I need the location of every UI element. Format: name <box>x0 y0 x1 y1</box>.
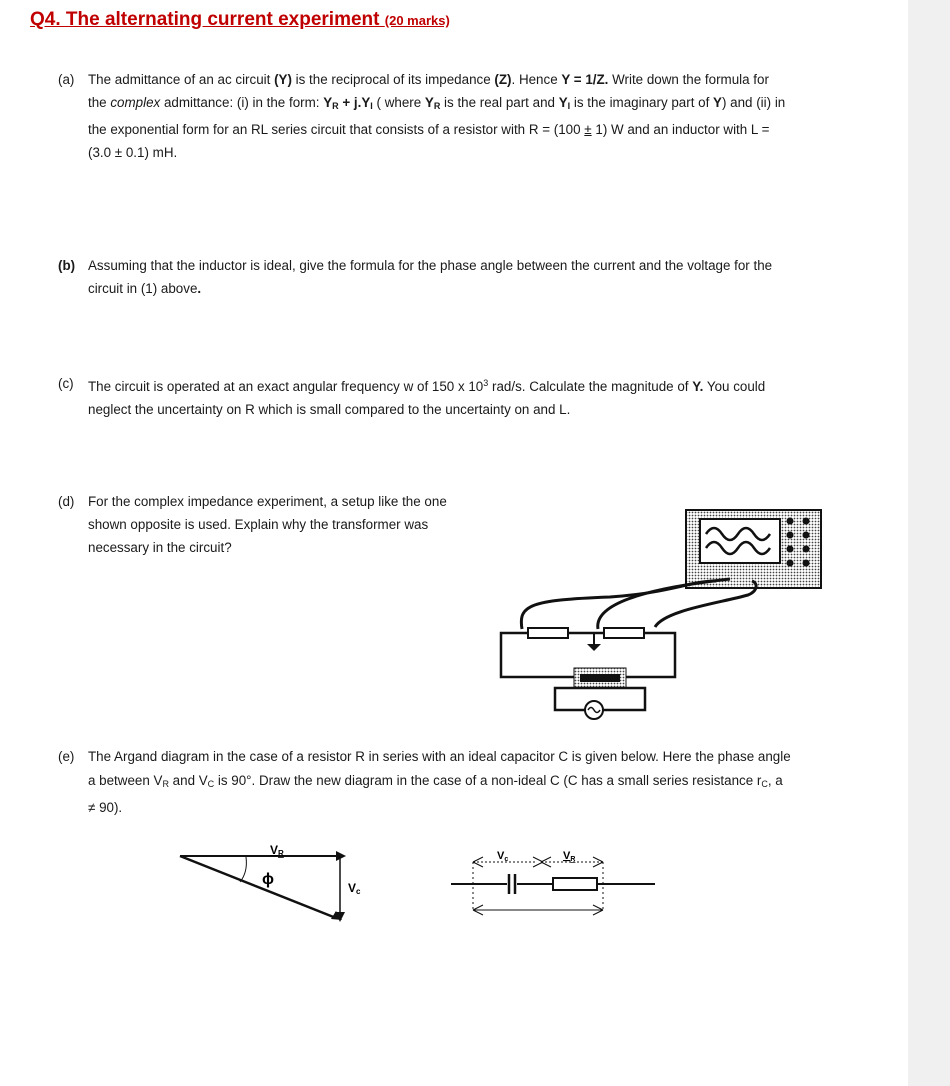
title-main: Q4. The alternating current experiment <box>30 9 380 30</box>
argand-diagram <box>170 840 390 930</box>
question-a <box>58 68 788 164</box>
svg-text:Vc: Vc <box>348 881 361 896</box>
svg-text:VR: VR <box>270 843 284 858</box>
oscilloscope <box>686 510 821 588</box>
question-title <box>30 9 450 31</box>
argand-vc-label: V <box>348 881 357 895</box>
circuit-vc-label: V <box>497 850 505 862</box>
question-b <box>58 254 778 300</box>
ac-source <box>555 688 645 719</box>
circuit-board <box>501 628 675 688</box>
series-rc-circuit <box>445 842 665 922</box>
experiment-setup-figure <box>490 505 830 720</box>
argand-vr-label: V <box>270 843 279 857</box>
question-a-label: (a) <box>58 72 75 87</box>
question-b-label: (b) <box>58 258 76 273</box>
question-e <box>58 745 793 820</box>
svg-text:VR: VR <box>563 850 576 863</box>
question-d <box>58 490 478 559</box>
question-c <box>58 372 788 421</box>
question-d-label: (d) <box>58 494 75 509</box>
question-b-text: Assuming that the inductor is ideal, give the formula for the phase angle between the current and the voltage for the circuit in (1) above. <box>88 258 773 296</box>
question-c-label: (c) <box>58 376 74 391</box>
right-margin-panel <box>908 0 950 1086</box>
circuit-vr-label: V <box>563 850 571 862</box>
question-e-text: The Argand diagram in the case of a resistor R in series with an ideal capacitor C is given below. Here the phase angle a between $V_R$ and $V_C$ is 90°. Draw the new diagram in the case of a non-ideal C (C has a small series resistance $r_C$, a ≠ 90). <box>88 749 791 815</box>
question-a-text: The admittance of an ac circuit (Y) is the reciprocal of its impedance (Z). Hence Y = 1/Z. Write down the formula for the complex admittance: (i) in the form: $Y_R + j.Y_I$ ( where $Y_R$ is the real part and $Y_I$ is the imaginary part of Y) and (ii) in the exponential form for an RL series circuit that consists of a resistor with R = (100 ± 1) W and an inductor with L = (3.0 ± 0.1) mH. <box>88 72 786 160</box>
question-c-text: The circuit is operated at an exact angular frequency w of 150 x $10^3$ rad/s. Calculate the magnitude of Y. You could neglect the uncertainty on R which is small compared to the uncertainty on and L. <box>88 378 766 417</box>
argand-phi-label: ϕ <box>262 871 274 888</box>
title-marks: (20 marks) <box>384 13 450 28</box>
question-e-label: (e) <box>58 749 75 764</box>
svg-text:Vc: Vc <box>497 850 509 863</box>
question-d-text: For the complex impedance experiment, a setup like the one shown opposite is used. Explain why the transformer was necessary in the circuit? <box>88 494 447 555</box>
